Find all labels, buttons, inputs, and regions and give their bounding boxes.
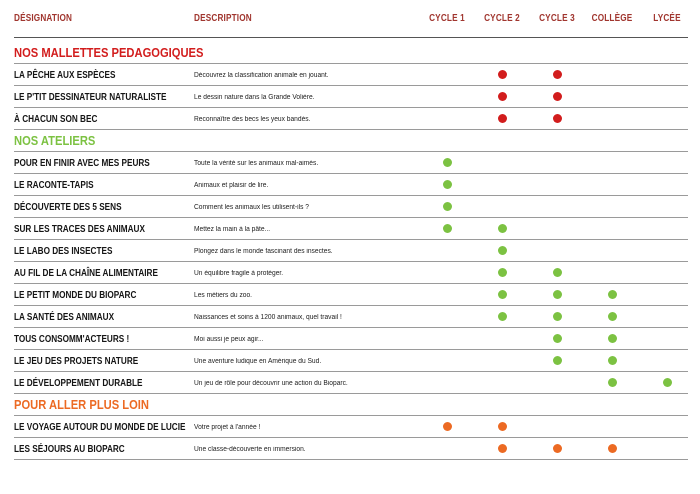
header-divider (14, 37, 688, 38)
activity-description: Mettez la main à la pâte... (194, 225, 271, 233)
header-cycle-2: CYCLE 2 (484, 12, 520, 24)
activity-description: Moi aussi je peux agir... (194, 335, 264, 343)
level-dot-cycle-1 (443, 202, 452, 211)
activity-name: LE LABO DES INSECTES (14, 245, 113, 257)
table-row (0, 64, 700, 86)
level-dot-cycle-3 (553, 290, 562, 299)
activity-name: LES SÉJOURS AU BIOPARC (14, 443, 125, 455)
activity-name: À CHACUN SON BEC (14, 113, 98, 125)
level-dot-cycle-3 (553, 444, 562, 453)
activity-description: Un équilibre fragile à protéger. (194, 269, 284, 277)
level-dot-cycle-1 (443, 224, 452, 233)
section-ateliers-title: NOS ATELIERS (14, 132, 96, 148)
header-cycle-3: CYCLE 3 (539, 12, 575, 24)
activity-description: Une aventure ludique en Amérique du Sud. (194, 357, 322, 365)
header-cycle-1: CYCLE 1 (429, 12, 465, 24)
activity-description: Plongez dans le monde fascinant des insectes. (194, 247, 333, 255)
activity-description: Toute la vérité sur les animaux mal-aimés. (194, 159, 319, 167)
table-row (0, 108, 700, 130)
activity-name: LE PETIT MONDE DU BIOPARC (14, 289, 137, 301)
level-dot-cycle-3 (553, 334, 562, 343)
activity-name: AU FIL DE LA CHAÎNE ALIMENTAIRE (14, 267, 158, 279)
activity-name: LA SANTÉ DES ANIMAUX (14, 311, 115, 323)
activity-name: SUR LES TRACES DES ANIMAUX (14, 223, 145, 235)
level-dot-cycle-2 (498, 70, 507, 79)
activity-description: Votre projet à l'année ! (194, 423, 261, 431)
level-dot-college (608, 378, 617, 387)
level-dot-cycle-2 (498, 114, 507, 123)
level-dot-cycle-2 (498, 268, 507, 277)
activity-name: POUR EN FINIR AVEC MES PEURS (14, 157, 150, 169)
level-dot-cycle-3 (553, 92, 562, 101)
level-dot-college (608, 290, 617, 299)
section-mallettes-title: NOS MALLETTES PEDAGOGIQUES (14, 44, 204, 60)
table-row (0, 438, 700, 460)
activity-name: TOUS CONSOMM'ACTEURS ! (14, 333, 130, 345)
table-row (0, 218, 700, 240)
activity-name: LE DÉVELOPPEMENT DURABLE (14, 377, 143, 389)
level-dot-cycle-2 (498, 224, 507, 233)
activity-description: Animaux et plaisir de lire. (194, 181, 269, 189)
activity-name: LE RACONTE-TAPIS (14, 179, 94, 191)
activity-description: Une classe-découverte en immersion. (194, 445, 306, 453)
level-dot-college (608, 312, 617, 321)
level-dot-cycle-2 (498, 246, 507, 255)
level-dot-cycle-1 (443, 158, 452, 167)
level-dot-cycle-3 (553, 356, 562, 365)
level-dot-cycle-3 (553, 268, 562, 277)
table-row (0, 284, 700, 306)
level-dot-cycle-3 (553, 70, 562, 79)
level-dot-college (608, 444, 617, 453)
level-dot-cycle-3 (553, 312, 562, 321)
table-row (0, 86, 700, 108)
level-dot-cycle-1 (443, 180, 452, 189)
activity-name: LE VOYAGE AUTOUR DU MONDE DE LUCIE (14, 421, 186, 433)
row-divider (14, 459, 688, 460)
row-divider (14, 129, 688, 130)
table-row (0, 350, 700, 372)
header-lycee: LYCÉE (653, 12, 681, 24)
activity-description: Un jeu de rôle pour découvrir une action du Bioparc. (194, 379, 348, 387)
activity-description: Comment les animaux les utilisent-ils ? (194, 203, 309, 211)
activity-description: Reconnaître des becs les yeux bandés. (194, 115, 311, 123)
activity-name: LE P'TIT DESSINATEUR NATURALISTE (14, 91, 167, 103)
activity-description: Les métiers du zoo. (194, 291, 253, 299)
level-dot-cycle-1 (443, 422, 452, 431)
level-dot-cycle-2 (498, 290, 507, 299)
section-aller-plus-loin-title: POUR ALLER PLUS LOIN (14, 396, 149, 412)
level-dot-cycle-2 (498, 92, 507, 101)
activity-name: LE JEU DES PROJETS NATURE (14, 355, 139, 367)
activity-description: Le dessin nature dans la Grande Volière. (194, 93, 315, 101)
header-college: COLLÈGE (591, 12, 633, 24)
table-row (0, 328, 700, 350)
activity-description: Naissances et soins à 1200 animaux, quel travail ! (194, 313, 342, 321)
table-row (0, 196, 700, 218)
table-row (0, 306, 700, 328)
level-dot-college (608, 334, 617, 343)
header-designation: DÉSIGNATION (14, 12, 73, 24)
header-description: DESCRIPTION (194, 12, 252, 24)
table-row (0, 372, 700, 394)
table-row (0, 416, 700, 438)
table-row (0, 240, 700, 262)
table-row (0, 174, 700, 196)
level-dot-cycle-2 (498, 444, 507, 453)
level-dot-cycle-2 (498, 422, 507, 431)
activity-name: LA PÊCHE AUX ESPÈCES (14, 69, 116, 81)
level-dot-college (608, 356, 617, 365)
activity-name: DÉCOUVERTE DES 5 SENS (14, 201, 122, 213)
table-row (0, 262, 700, 284)
activity-description: Découvrez la classification animale en jouant. (194, 71, 329, 79)
level-dot-lycee (663, 378, 672, 387)
level-dot-cycle-3 (553, 114, 562, 123)
level-dot-cycle-2 (498, 312, 507, 321)
table-row (0, 152, 700, 174)
